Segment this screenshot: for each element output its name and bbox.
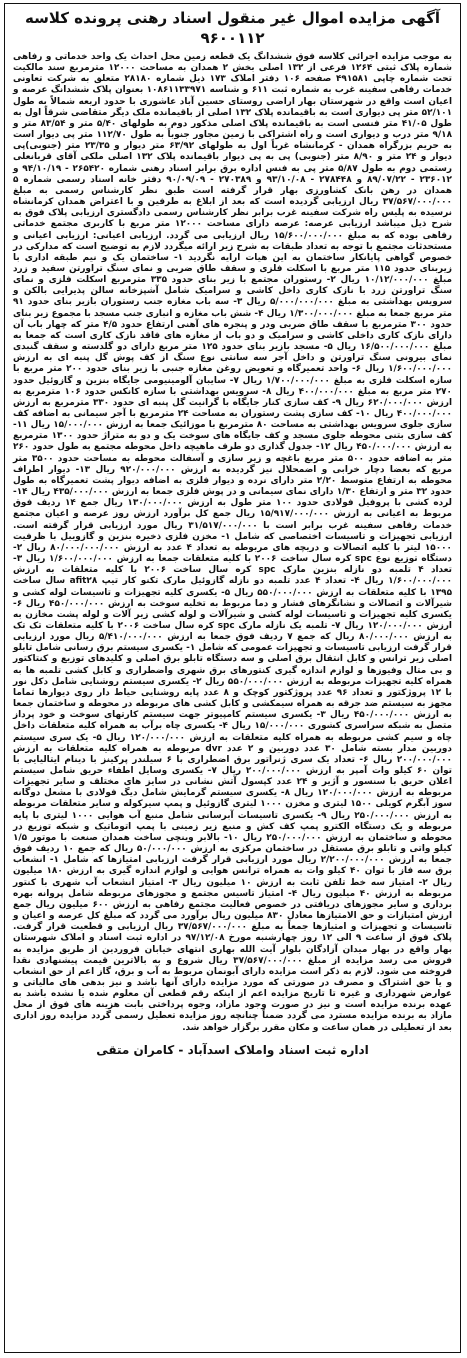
notice-signature: اداره ثبت اسناد واملاک اسدآباد - کامران متقی [96, 1042, 369, 1057]
notice-title: آگهی مزایده اموال غیر منقول اسناد رهنی پرونده کلاسه ۹۶۰۰۱۱۲ [24, 9, 441, 47]
notice-body: به موجب مزایده اجرائی کلاسه فوق ششدانگ یک قطعه زمین محل احداث یک واحد خدماتی و رفاهی شماره پلاک ثبتی ۱۲۶۴ فرعی از ۱۳۲ اصلی بخش ۲ همدان به مساحت ۱۲۰۰۰ مترمربع سند مالکیت تحت شماره چاپی ۴۹۱۵۸۱ صفحه ۱۰۶ دفتر املاک ۱۷۳ ذیل شماره ۲۸۱۸۰ متعلق به شرکت تعاونی خدمات رفاهی سفینه غرب به شماره ثبت ۶۱۱ و شناسه ۱۰۸۶۱۱۳۳۹۷۱ بعنوان پلاک ششدانگ عرصه و اعیان است واقع در شهرستان بهار اراضی روستای حسین آباد عاشوری با حدود اربعه شمالاً به طول ۵۲/۱۰۱ متر پی دیواری است به باقیمانده پلاک ۱۳۲ اصلی از باقیمانده ملک دیگر متقاضی شرقاً اول به طول ۴۱/۰۵ متر فنسی است به باقیمانده پلاک اصلی مذکور دوم به طولهای ۵/۴۰ متر و ۸۳/۵۴ متر و ۹/۱۸ متر درب و دیواری است و راه اشتراکی با زمین مجاور جنوباً به طول ۱۱۲/۷۰ متر پی دیوار است به حریم بزرگراه همدان - کرمانشاه غرباً اول به طولهای ۶۳/۹۲ متر دیوار و ۲۳/۳۵ متر (جنوبی)پی دیوار و ۲۴ متر و ۸/۹۰ متر (جنوبی) پی به پی دیوار باقیمانده پلاک ۱۳۲ اصلی ملکی آقای قربانعلی رستمی دوم به طول ۵/۸۷ متر پی به فنس اداره برق برابر اسناد رهنی شماره ۲۶۵۴۲۰ - ۹۴/۱۰/۱۹ و ۲۳۶۰۱۲ - ۸۹/۰۷/۲۲ و ۲۷۸۴۴۸ - ۹۳/۱۰/۰۸ و ۲۷۰۳۸۹ - ۹۰/۰۹/۰۹ دفتر خانه اسناد رسمی شماره ۵ همدان در رهن بانک کشاورزی بهار قرار گرفته است طبق نظر کارشناس رسمی به مبلغ ۳۷/۵۶۷/۰۰۰/۰۰۰ ریال ارزیابی گردیده است که بعد از ابلاغ به طرفین و با اعتراض همدان کرمانشاه نرسیده به پلیس راه شرکت سفینه غرب برابر نظر کارشناس رسمی دادگستری ارزیابی پلاک فوق به شرح ذیل میباشد ارزیابی عرصه: عرصه دارای مساحت ۱۲۰۰۰ متر مربع با کاربری مجتمع خدماتی رفاهی بوده که به مبلغ ۱۵/۶۰۰/۰۰۰/۰۰۰ ریال ارزیابی می گردد. ارزیابی اعیانی: ارزیابی اعیانی و مستحدثات مجتمع با توجه به تعداد طبقات به شرح زیر ارائه میگردد لازم به توضیح است که مدارکی در خصوص گواهی پایانکار ساختمان به این هیات ارایه نگردید ۱- ساختمان یک و نیم طبقه اداری با زیربنای حدود ۱۱۵ متر مربع با اسکلت فلزی و سقف طاق ضربی و نمای سنگ تراورتن سفید و زرد مبلغ ۱۰/۱۲/۰۰۰/۰۰۰ ریال ۲- رستوران مجتمع با زیر بنای حدود ۳۳۵ مترمربع اسکلت فلزی و نمای سنگ تراورتن زرد با نازک کاری داخل کاشی و سرامیک شامل آشپزخانه سالن پذیرایی بالکن و سرویس بهداشتی به مبلغ ۵/۰۰۰/۰۰۰/۰۰۰ ریال ۳- سه باب مغازه جنب رستوران بازیر بنای حدود ۹۱ متر مربع جمعا به مبلغ ۱/۳۰۰/۰۰۰/۰۰۰ ریال ۴- شش باب مغازه و انباری جنب مسجد با مجموع زیر بنای حدود ۳۰۰ مترمربع با سقف طاق ضربی ودر و پنجره های آهنی ارتفاع حدود ۴/۵ متر که چهار باب آن دارای نازک کاری داخلی کاشی و سرامیک و دو باب از مغازه های فاقد نازک کاری است که جمعا به مبلغ ۱۶/۵۰۰/۰۰۰/۰۰۰ ریال ۵- مسجد بازیر بنای حدود ۱۲۵ متر مربع دارای دو گلدسته و سقف گنبدی نمای بیرونی سنگ تراورتن و داخل آجر سه سانتی نوع سنگ از کف پوش گل پنبه ای به ارزش ۱/۶۰۰/۰۰۰/۰۰۰ ریال ۶- واحد تعمیرگاه و تعویض روغن مغازه جنبی با زیر بنای حدود ۲۰۰ متر مربع با سازه اسکلت فلزی به مبلغ ۱/۷۰۰/۰۰۰/۰۰۰ ریال ۷- سایبان آلومینیومی جایگاه بنزین و گازوئیل حدود ۲۷۰ متر مربع به مبلغ ۴۰۰/۰۰۰/۰۰۰ ریال ۸- سرویس بهداشتی با سازه کانکس حدود ۱۰۶ مترمربع به ارزش ۶۲۰/۰۰۰/۰۰۰ ریال ۹- کف سازی کنار جایگاه با گرانیت گل پنبه ای حدود ۳۳۰ مترمربع به ارزش ۴۰۰/۰۰۰/۰۰۰ ریال ۱۰- کف سازی پشت رستوران به مساحت ۲۴ مترمربع با آجر سیمانی به اضافه کف سازی جلوی سرویس بهداشتی به مساحت ۸۰ مترمربع با موزائیک جمعا به ارزش ۱۵/۰۰۰/۰۰۰ ریال ۱۱- کف سازی بتنی محوطه جلوی مسجد و کف جایگاه های سوخت یک و دو به متراژ حدود ۱۳۰۰ مترمربع به ارزش ۴۵۰/۰۰۰/۰۰۰ ریال ۱۲- جدول گذاری دو طرف ماهیچه داخل محوطه مجتمع به طول حدود ۲۶۰ متر به اضافه حدود ۵۰۰ متر مربع باغچه و زیر سازی و آسفالت محوطه به مساحت حدود ۳۵۰۰ متر مربع که بعضا دچار خرابی و اضمحلال نیز گردیده به ارزش ۹۲۰/۰۰۰/۰۰۰ ریال ۱۳- دیوار اطراف محوطه به ارتفاع متوسط ۲/۲۰ متر دارای نرده و دیوار فلزی به اضافه دیوار پشت تعمیرگاه به طول حدود ۳۲ متر و ارتفاع ۱/۳۰ دارای نمای سیمانی و در پوش فلزی جمعا به ارزش ۴۳۵/۰۰۰/۰۰۰ ریال ۱۴- لرده کشی با پروفیل فولادی حدود ۱۰۰ متر طول به ارزش ۱۳۰/۰۰۰/۰۰۰ ریال جمع ۱۴ ردیف فوق مربوط به اعیانی به ارزش ۱۵/۹۱۷/۰۰۰/۰۰۰ ریال جمع کل برآورد ارزش روز عرصه و اعیان مجتمع خدمات رفاهی سفینه غرب برابر است با ۳۱/۵۱۷/۰۰۰/۰۰۰ ریال مورد ارزیابی قرار گرفته است. ارزیابی تجهیزات و تاسیسات اختصاصی که شامل ۱- مخزن فلزی ذخیره بنزین و گازوییل با ظرفیت ۱۵۰۰۰ لیتر با کلیه اتصالات و دریچه های مربوطه به تعداد ۴ عدد به ارزش ۸۰/۰۰۰/۰۰۰/۰۰۰ ریال ۲- دستگاه توزیع نوع spc کره سال ساخت ۲۰۰۶ با کلیه متعلقات جمعا به ارزش ۱/۶۰۰/۰۰۰/۰۰۰ ریال ۳- تعداد ۴ تلمبه دو نازله بنزین مارک spc کره سال ساخت ۲۰۰۶ با کلیه متعلقات به ارزش ۱/۶۰۰/۰۰۰/۰۰۰ ریال ۴- تعداد ۴ عدد تلمبه دو نازله گازوئیل مارک تکنو کار تیپ afit۲۸ سال ساخت ۱۳۹۵ با کلیه متعلقات به ارزش ۵۵۰/۰۰۰/۰۰۰ ریال ۵- یکسری کلیه تجهیزات و تاسیسات لوله کشی و شیرآلات و اتصالات و نشانگرهای فشار و دما مربوط به تخلیه سوخت به ارزش ۴۵۰/۰۰۰/۰۰۰ ریال ۶- یکسری کلیه تجهیزات و تاسیسات لوله کشی و شیرآلات و لوله کشی زیر آلات و لوله پشت مخازن به ارزش ۱۲۰/۰۰۰/۰۰۰ ریال ۷- تلمبه یک نازله مارک spc کره سال ساخت ۲۰۰۶ با کلیه متعلقات تک تک به ارزش ۸۰/۰۰۰/۰۰۰ ریال که جمع ۷ ردیف فوق جمعا به ارزش ۵/۴۱۰/۰۰۰/۰۰۰ ریال مورد ارزیابی قرار گرفت ارزیابی تاسیسات و تجهیزات عمومی که شامل ۱- یکسری سیستم برق رسانی شامل تابلو اصلی زیر ترانس و کابل انتقال برق اصلی و سه دستگاه تابلو برق اصلی و کلیدهای توزیع و کنتاکتور و بی متال وفیوزها و لوازم اندازه گیری کنتورهای برق شهری واضطراری و کابل کشی تلمبه ها به همراه کلیه تجهیزات مربوطه به ارزش ۵۵۰/۰۰۰/۰۰۰ ریال ۲- یکسری سیستم روشنایی شامل دکل نور با ۱۲ پروژکتور و تعداد ۹۶ عدد پروژکتور کوچک و ۸ عدد پایه روشنایی حیاط دار روی دیوارها تماما مجهز به سیستم ضد جرقه به همراه سیمکشی و کابل کشی های مربوطه در محوطه و ساختمان جمعا به ارزش ۴۵۰/۰۰۰/۰۰۰ ریال ۳- یکسری سیستم کامپیوتر جهت سیستم کارتهای سوخت و خود پرداز متصل به شبکه سراسری کشوری ۱۵/۰۰۰/۰۰۰ ریال ۴- یکسری چاه برآب به همراه کلیه متعلقات داخل چاه و سیم کشی مربوطه به همراه کلیه متعلقات به ارزش ۱۲۰/۰۰۰/۰۰۰ ریال ۵- یک سری سیستم دوربین مدار بسته شامل ۳۰ عدد دوربین و ۲ عدد dvr مربوطه به همراه کلیه متعلقات به ارزش ۲۰۰/۰۰۰/۰۰۰ ریال ۶- تعداد یک سری ژنراتور برق اضطراری با ۶ سیلندر پرکینز با دینام ایتالیایی با توان ۶۰ کیلو وات آمپر به ارزش ۲۰۰/۰۰۰/۰۰۰ ریال ۷- یکسری وسایل اطفاء حریق شامل سیستم اعلان حریق با سنسور و آژیر و ۲۴ عدد کپسول آتش نشانی در سایز های مختلف و سایر تجهیزات مربوطه به ارزش ۱۲۰/۰۰۰/۰۰۰ ریال ۸- یکسری سیستم گرمایش شامل دیگ فولادی با مشعل دوگانه سوز آبگرم کویلی ۱۵۰۰ لیتری و مخزن ۱۰۰۰ لیتری گازوئیل و پمپ سیرکوله و سایر متعلقات مربوطه به ارزش ۲۵۰/۰۰۰/۰۰۰ ریال ۹- یکسری تاسیسات آبرسانی شامل منبع آب هوایی ۱۰۰۰ لیتری با پایه مربوطه و یک دستگاه الکترو پمپ کف کش و منبع زیر زمینی با پمپ اتوماتیک و شبکه توزیع در محوطه و ساختمان به ارزش ۲۵۰/۰۰۰/۰۰۰ ریال ۱۰- بالابر وینچی ساخت همدان صنعت با موتور ۱/۵ کیلو واتی و تابلو برق مستقل در ساختمان مرکزی به ارزش ۵۰/۰۰۰/۰۰۰ ریال که جمع ۱۰ ردیف فوق جمعا به ارزش ۲/۲۰۰/۰۰۰/۰۰۰ ریال مورد ارزیابی قرار گرفت ارزیابی امتیازها که شامل ۱- انشعاب برق سه فاز با توان ۴۰ کیلو وات به همراه ترانس هوایی و لوازم اندازه گیری به ارزش ۱۸۰ میلیون ریال ۲- امتیاز سه خط تلفن ثابت به ارزش ۱۰ میلیون ریال ۳- امتیاز انشعاب آب شهری با کنتور مربوطه به ارزش ۴۰ میلیون ریال ۴- امتیاز تاسیس مجتمع و مجوزهای مربوطه شامل پروانه بهره برداری و سایر مجوزهای دریافتی در خصوص فعالیت مجتمع رفاهی به ارزش ۶۰۰ میلیون ریال جمع ارزش امتیازات و حق الامتیازها معادل ۸۳۰ میلیون ریال برآورد می گردد که مبلغ کل عرصه و اعیان و تاسیسات و تجهیزات و امتیازها جمعاً به مبلغ ۳۷/۵۶۷/۰۰۰/۰۰۰ ریال ارزیابی و قطعیت قرار گرفت. پلاک فوق از ساعت ۹ الی ۱۲ روز چهارشنبه مورخ ۹۷/۱۲/۰۸ در اداره ثبت اسناد و املاک شهرستان بهار واقع در بهار میدان آزادگان بلوار آیت الله بهاری انتهای خیابان فروردین از طریق مزایده به فروش می رسد مزایده از مبلغ ۳۷/۵۶۷/۰۰۰/۰۰۰ ریال شروع و به بالاترین قیمت پیشنهادی نقدا فروخته می شود. لازم به ذکر است مزایده دارای آبونمان مربوط به آب و برق، گاز اعم از حق انشعاب و یا حق اشتراک و مصرف در صورتی که مورد مزایده دارای آنها باشد و نیز بدهی های مالیاتی و عوارض شهرداری و غیره تا تاریخ مزایده اعم از اینکه رقم قطعی آن معلوم شده یا نشده باشد به عهده برنده مزایده است و نیز در صورت وجود مازاد، وجوه پرداختی بابت هزینه های فوق از محل مازاد به برنده مزایده مسترد می گردد ضمناً چنانچه روز مزایده تعطیل رسمی گردد مزایده روز اداری بعد از تعطیلی در همان ساعت و مکان مقرر برگزار خواهد شد. [13, 52, 453, 1033]
auction-notice [4, 3, 461, 1353]
